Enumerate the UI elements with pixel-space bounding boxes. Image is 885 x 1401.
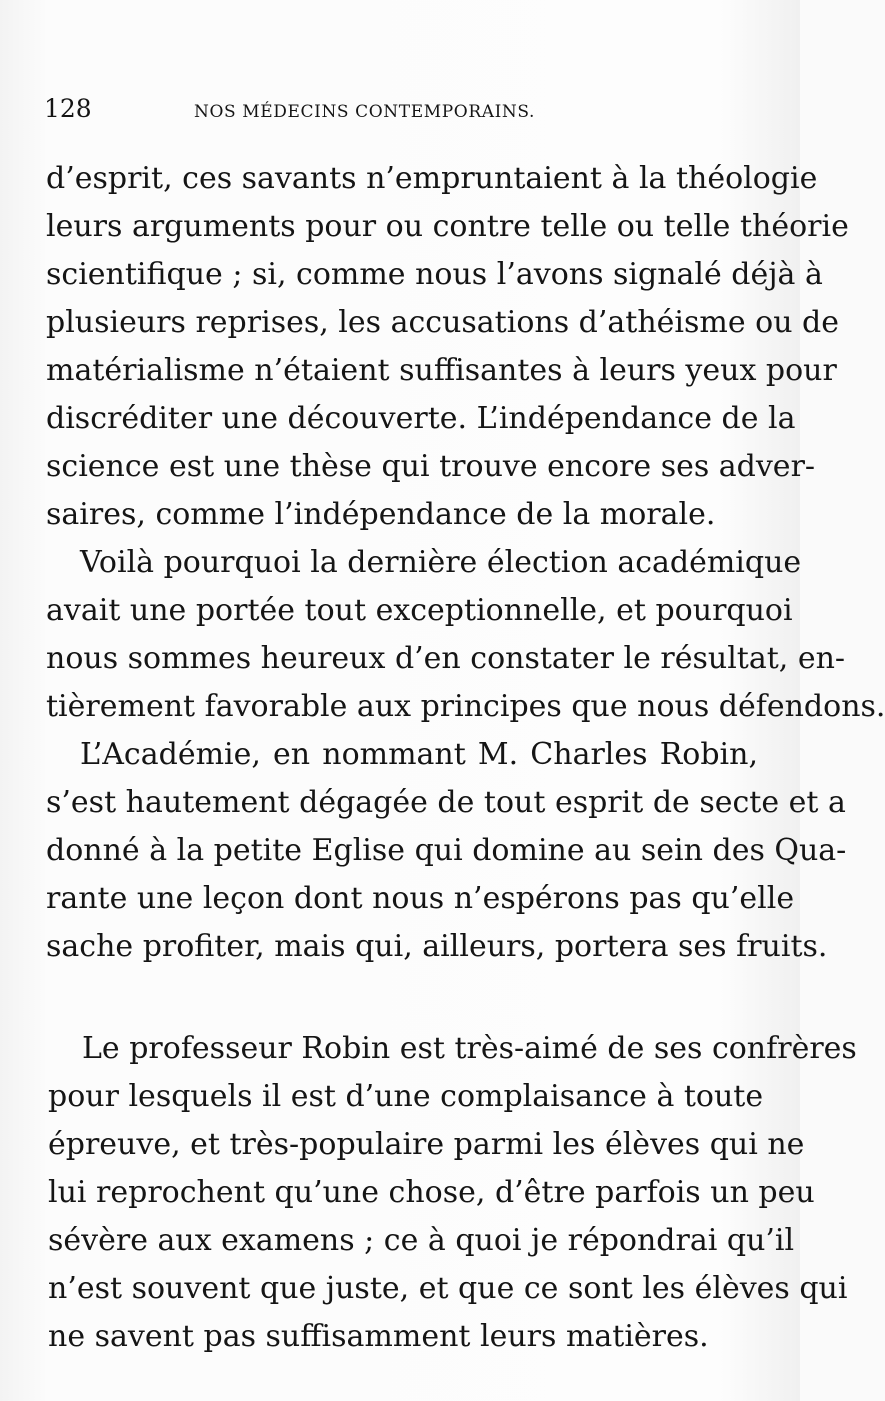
text-line: sache profiter, mais qui, ailleurs, portera ses fruits.: [46, 929, 828, 964]
text-line: rante une leçon dont nous n’espérons pas qu’elle: [46, 881, 795, 916]
text-line: nous sommes heureux d’en constater le résultat, en-: [46, 641, 846, 676]
text-line: Voilà pourquoi la dernière élection académique: [80, 545, 802, 580]
text-line: n’est souvent que juste, et que ce sont les élèves qui: [48, 1271, 848, 1306]
text-line: saires, comme l’indépendance de la morale.: [46, 497, 716, 532]
text-line: ne savent pas suffisamment leurs matières.: [48, 1319, 709, 1354]
text-line: plusieurs reprises, les accusations d’athéisme ou de: [46, 305, 840, 340]
text-line: science est une thèse qui trouve encore ses adver-: [46, 449, 816, 484]
text-line: matérialisme n’étaient suffisantes à leurs yeux pour: [46, 353, 837, 388]
text-line: d’esprit, ces savants n’empruntaient à la théologie: [46, 161, 818, 196]
text-line: s’est hautement dégagée de tout esprit de secte et a: [46, 785, 846, 820]
text-line: pour lesquels il est d’une complaisance à toute: [48, 1079, 764, 1114]
page-number: 128: [44, 94, 92, 123]
text-line: L’Académie, en nommant M. Charles Robin,: [80, 737, 758, 772]
text-line: épreuve, et très-populaire parmi les élèves qui ne: [48, 1127, 805, 1162]
running-head: [44, 94, 604, 124]
text-line: tièrement favorable aux principes que nous défendons.: [46, 689, 885, 724]
text-line: Le professeur Robin est très-aimé de ses confrères: [82, 1031, 857, 1066]
text-line: scientifique ; si, comme nous l’avons signalé déjà à: [46, 257, 823, 292]
text-line: sévère aux examens ; ce à quoi je répondrai qu’il: [48, 1223, 795, 1258]
text-line: leurs arguments pour ou contre telle ou telle théorie: [46, 209, 849, 244]
running-title: NOS MÉDECINS CONTEMPORAINS.: [194, 102, 536, 122]
text-line: donné à la petite Eglise qui domine au sein des Qua-: [46, 833, 847, 868]
text-line: discréditer une découverte. L’indépendance de la: [46, 401, 796, 436]
text-line: avait une portée tout exceptionnelle, et pourquoi: [46, 593, 793, 628]
text-line: lui reprochent qu’une chose, d’être parfois un peu: [48, 1175, 815, 1210]
